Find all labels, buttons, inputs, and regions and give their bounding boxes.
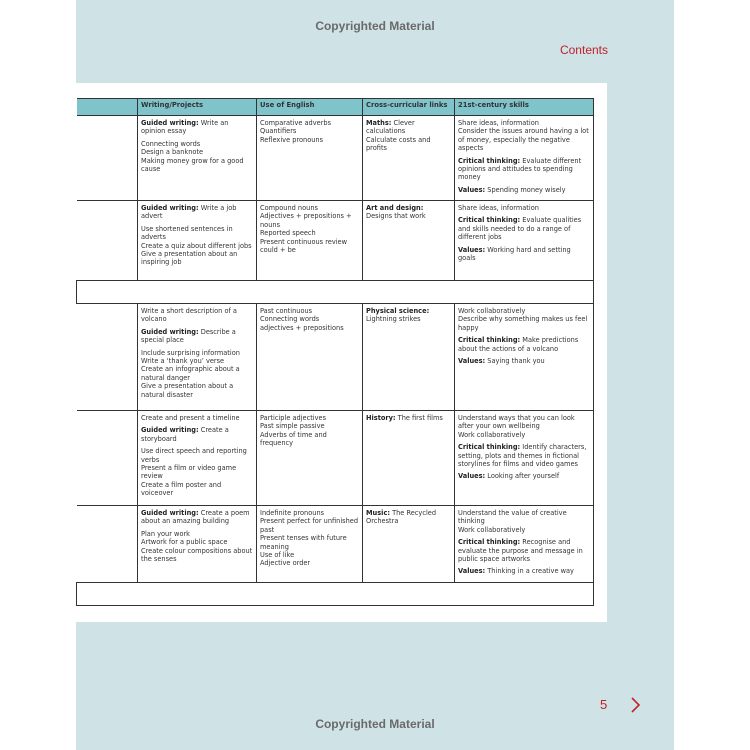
cell-label: Guided writing: [141, 327, 199, 336]
table-cell [363, 201, 455, 281]
cell-paragraph: Maths: Clever calculations Calculate costs and profits [366, 119, 431, 153]
cell-label: Maths: [366, 119, 392, 127]
cell-paragraph: Include surprising information Write a ‘thank you’ verse Create an infographic about a natural danger Give a presentation about a natural disaster [141, 348, 240, 399]
table-cell [138, 116, 257, 201]
table-cell [363, 411, 455, 506]
copyright-footer: Copyrighted Material [315, 717, 435, 731]
cell-paragraph: Write a short description of a volcano [141, 307, 237, 324]
cell-paragraph: Critical thinking: Evaluate different opinions and attitudes to spending money [458, 156, 582, 182]
unit-cell [77, 116, 138, 201]
cell-paragraph: Understand ways that you can look after your own wellbeing Work collaboratively [458, 414, 575, 439]
cell-label: Values: [458, 472, 486, 481]
table-row [77, 304, 594, 411]
syllabus-table [76, 98, 594, 606]
contents-link[interactable]: Contents [559, 43, 608, 57]
cell-paragraph: Share ideas, information Consider the issues around having a lot of money, especially the negative aspects [458, 119, 589, 153]
cell-label: History: [366, 414, 396, 422]
table-row [77, 116, 594, 201]
unit-cell [77, 506, 138, 583]
table-cell [138, 201, 257, 281]
cell-paragraph: Create and present a timeline [141, 414, 240, 422]
cell-label: Guided writing: [141, 509, 199, 517]
cell-paragraph: Indefinite pronouns Present perfect for unfinished past Present tenses with future meaning Use of like Adjective order [260, 509, 359, 568]
cell-paragraph: Values: Looking after yourself [458, 472, 560, 481]
cell-paragraph: Guided writing: Create a storyboard [141, 426, 229, 443]
cell-paragraph: Guided writing: Write a job advert [141, 204, 237, 221]
cell-paragraph: Values: Saying thank you [458, 357, 545, 366]
cell-label: Guided writing: [141, 426, 199, 435]
empty-cell [77, 281, 594, 304]
cell-label: Guided writing: [141, 119, 199, 127]
page-number: 5 [600, 697, 608, 712]
cell-paragraph: History: The first films [366, 414, 443, 422]
table-cell [455, 304, 594, 411]
cell-paragraph: Plan your work Artwork for a public space Create colour compositions about the senses [141, 529, 253, 564]
column-header: Writing/Projects [138, 99, 257, 116]
empty-cell [77, 583, 594, 606]
cell-paragraph: Music: The Recycled Orchestra [366, 509, 437, 526]
column-header: Cross-curricular links [363, 99, 455, 116]
table-cell [455, 506, 594, 583]
unit-cell [77, 201, 138, 281]
cell-label: Critical thinking: [458, 443, 521, 452]
cell-label: Critical thinking: [458, 336, 521, 345]
cell-label: Values: [458, 245, 486, 254]
cell-label: Critical thinking: [458, 216, 521, 225]
table-spacer-row [77, 281, 594, 304]
cell-label: Guided writing: [141, 204, 199, 212]
unit-cell [77, 411, 138, 506]
cell-label: Physical science: [366, 307, 430, 315]
cell-paragraph: Guided writing: Create a poem about an amazing building [141, 509, 250, 526]
table-cell [257, 201, 363, 281]
cell-paragraph: Work collaboratively Describe why something makes us feel happy [458, 307, 588, 332]
table-cell [138, 304, 257, 411]
table-row [77, 201, 594, 281]
next-page-chevron-icon[interactable] [630, 696, 642, 718]
cell-label: Music: [366, 509, 390, 517]
cell-paragraph: Comparative adverbs Quantifiers Reflexive pronouns [260, 119, 332, 144]
cell-label: Critical thinking: [458, 156, 521, 165]
table-cell [363, 116, 455, 201]
table-cell [257, 304, 363, 411]
table-row [77, 411, 594, 506]
cell-label: Art and design: [366, 204, 424, 212]
cell-paragraph: Participle adjectives Past simple passive Adverbs of time and frequency [260, 414, 327, 448]
book-page [76, 83, 607, 622]
table-cell [138, 506, 257, 583]
table-cell [138, 411, 257, 506]
cell-paragraph: Critical thinking: Identify characters, setting, plots and themes in fictional storylines for films and video games [458, 443, 587, 469]
table-cell [455, 201, 594, 281]
table-cell [363, 304, 455, 411]
cell-label: Critical thinking: [458, 538, 521, 547]
cell-paragraph: Values: Thinking in a creative way [458, 567, 574, 576]
cell-paragraph: Values: Working hard and setting goals [458, 245, 571, 263]
cell-paragraph: Critical thinking: Recognise and evaluate the purpose and message in public space artworks [458, 538, 583, 564]
column-header: Use of English [257, 99, 363, 116]
cell-paragraph: Past continuous Connecting words adjectives + prepositions [260, 307, 344, 332]
cell-label: Values: [458, 357, 486, 366]
table-cell [257, 411, 363, 506]
table-cell [363, 506, 455, 583]
cell-paragraph: Connecting words Design a banknote Making money grow for a good cause [141, 139, 244, 174]
cell-paragraph: Values: Spending money wisely [458, 185, 566, 194]
cell-label: Values: [458, 567, 486, 576]
cell-paragraph: Use shortened sentences in adverts Create a quiz about different jobs Give a presentation about an inspiring job [141, 224, 252, 267]
cell-paragraph: Critical thinking: Evaluate qualities and skills needed to do a range of different jobs [458, 216, 582, 242]
cell-paragraph: Critical thinking: Make predictions about the actions of a volcano [458, 336, 579, 353]
cell-paragraph: Art and design: Designs that work [366, 204, 426, 221]
column-header: 21st-century skills [455, 99, 594, 116]
cell-paragraph: Physical science: Lightning strikes [366, 307, 430, 324]
cell-paragraph: Share ideas, information [458, 204, 539, 212]
table-cell [455, 411, 594, 506]
table-cell [257, 506, 363, 583]
table-spacer-row [77, 583, 594, 606]
cell-paragraph: Compound nouns Adjectives + prepositions + nouns Reported speech Present continuous review could + be [260, 204, 352, 255]
table-cell [257, 116, 363, 201]
cell-paragraph: Guided writing: Describe a special place [141, 327, 236, 345]
copyright-header: Copyrighted Material [315, 19, 435, 33]
cell-label: Values: [458, 185, 486, 194]
table-row [77, 506, 594, 583]
column-header [77, 99, 138, 116]
table-cell [455, 116, 594, 201]
unit-cell [77, 304, 138, 411]
cell-paragraph: Understand the value of creative thinking Work collaboratively [458, 509, 567, 534]
cell-paragraph: Guided writing: Write an opinion essay [141, 119, 229, 136]
cell-paragraph: Use direct speech and reporting verbs Present a film or video game review Create a film poster and voiceover [141, 447, 247, 498]
